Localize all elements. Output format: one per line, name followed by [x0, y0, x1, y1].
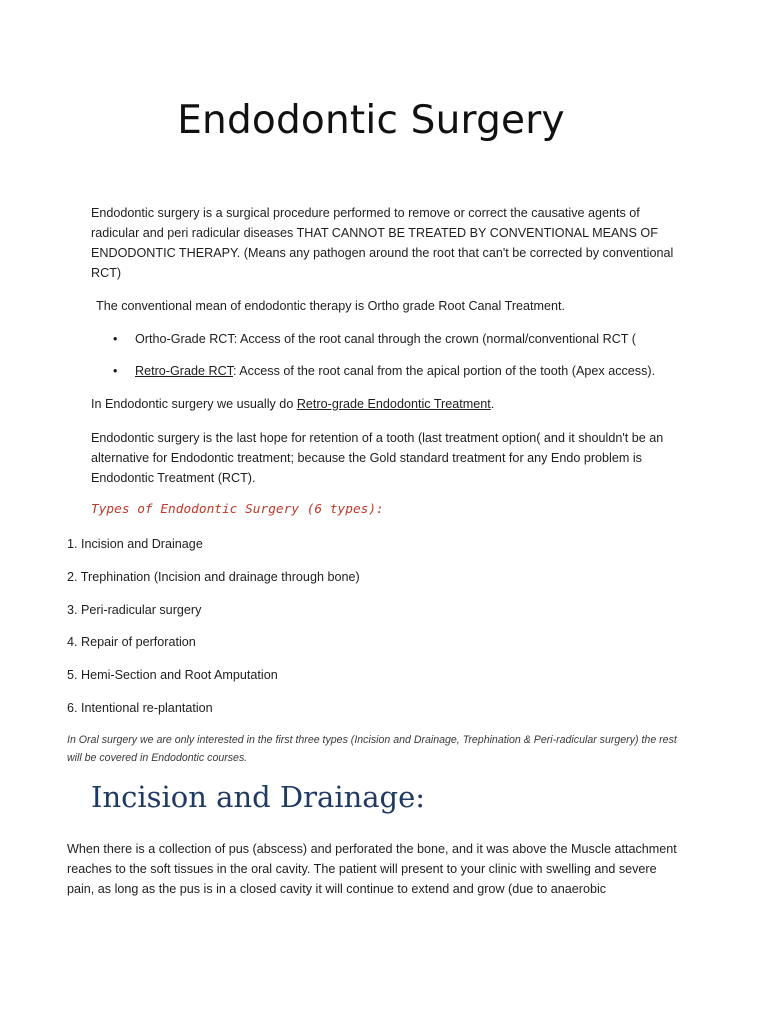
- conventional-paragraph: The conventional mean of endodontic therapy is Ortho grade Root Canal Treatment.: [96, 299, 566, 313]
- list-item: 5. Hemi-Section and Root Amputation: [67, 668, 278, 683]
- types-heading: Types of Endodontic Surgery (6 types):: [91, 502, 384, 517]
- list-item: 6. Intentional re-plantation: [67, 700, 213, 715]
- list-item: 4. Repair of perforation: [67, 635, 196, 650]
- bullet-term: Retro-Grade RCT: [135, 364, 233, 378]
- bullet-ortho-grade: [113, 329, 636, 349]
- page-title: Endodontic Surgery: [177, 98, 565, 143]
- bullet-retro-grade: [113, 361, 655, 381]
- usual-prefix: In Endodontic surgery we usually do: [91, 397, 297, 411]
- bullet-icon: •: [113, 364, 118, 378]
- bullet-term: Ortho-Grade RCT: [135, 332, 234, 346]
- oral-surgery-note: In Oral surgery we are only interested in the first three types (Incision and Drainage, Trephination & Peri-radicular surgery) the rest will be covered in Endodontic courses.: [67, 734, 677, 764]
- list-item: 3. Peri-radicular surgery: [67, 602, 202, 617]
- list-item: 2. Trephination (Incision and drainage through bone): [67, 569, 360, 584]
- list-item: 1. Incision and Drainage: [67, 537, 203, 551]
- usual-paragraph: [91, 394, 691, 414]
- intro-paragraph: Endodontic surgery is a surgical procedure performed to remove or correct the causative agents of radicular and peri radicular diseases THAT CANNOT BE TREATED BY CONVENTIONAL MEANS OF ENDODONTIC THERAPY. (Means any pathogen around the root that can't be corrected by conventional RCT): [91, 206, 674, 280]
- section-heading-incision-drainage: Incision and Drainage:: [91, 780, 426, 814]
- usual-suffix: .: [490, 397, 495, 411]
- last-hope-paragraph: Endodontic surgery is the last hope for retention of a tooth (last treatment option( and it shouldn't be an alternative for Endodontic treatment; because the Gold standard treatment for any Endo problem is Endodontic Treatment (RCT).: [91, 431, 664, 485]
- drainage-paragraph: When there is a collection of pus (abscess) and perforated the bone, and it was above the Muscle attachment reaches to the soft tissues in the oral cavity. The patient will present to your clinic with swelling and severe pain, as long as the pus is in a closed cavity it will continue to extend and grow (due to anaerobic: [67, 842, 677, 896]
- retro-grade-term: Retro-grade Endodontic Treatment: [296, 397, 491, 411]
- bullet-text: : Access of the root canal through the crown (normal/conventional RCT (: [233, 332, 636, 346]
- types-list: [67, 534, 360, 731]
- bullet-icon: •: [113, 332, 118, 346]
- bullet-text: : Access of the root canal from the apical portion of the tooth (Apex access).: [232, 364, 656, 378]
